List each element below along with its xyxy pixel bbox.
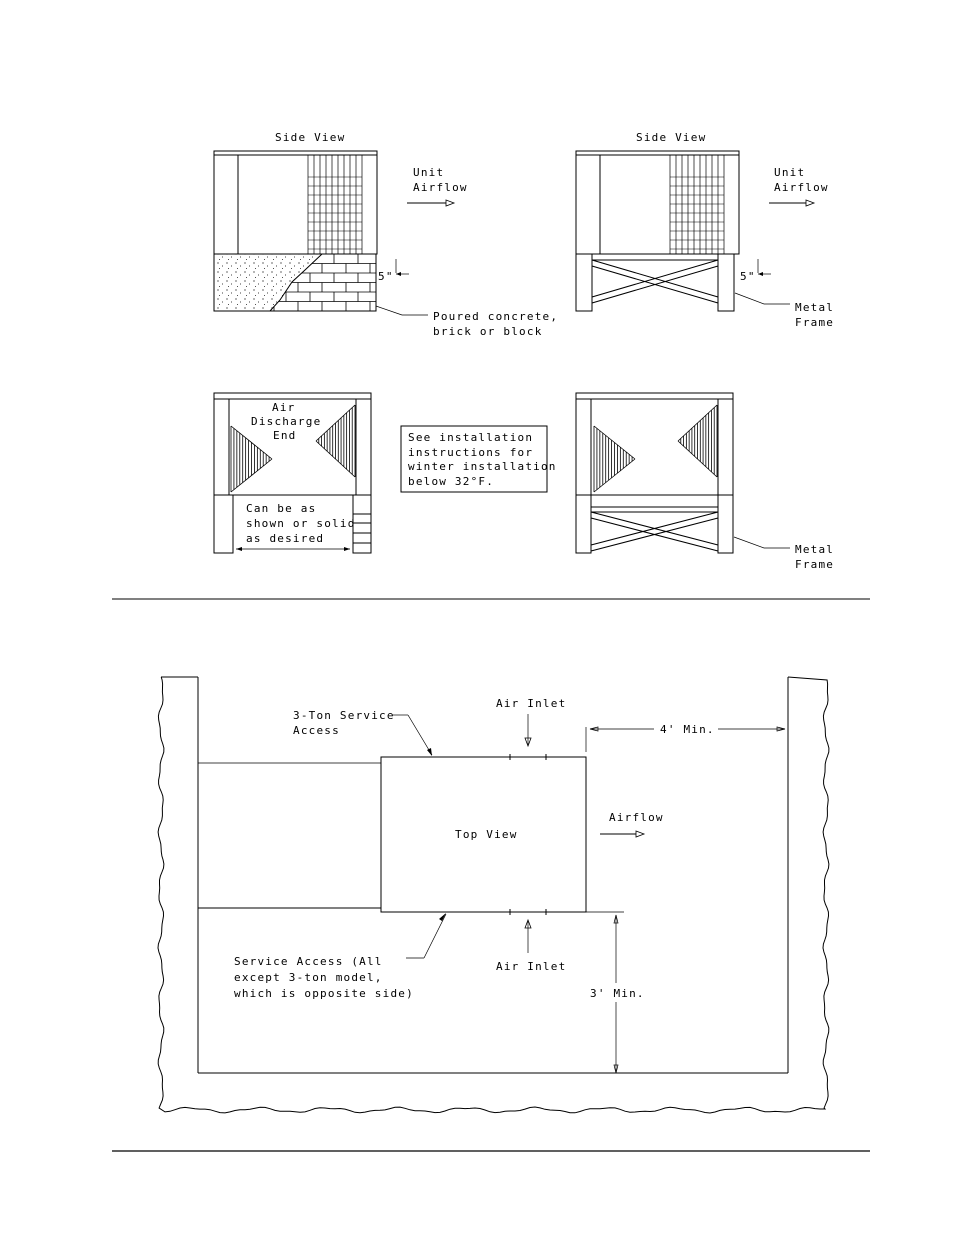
fan-grille-left (231, 426, 272, 492)
unit-body (576, 151, 739, 254)
svg-text:Airflow: Airflow (609, 811, 664, 824)
coil-grid (670, 155, 724, 254)
svg-text:Metal: Metal (795, 301, 835, 314)
winter-installation-note (401, 426, 557, 492)
svg-text:3-Ton Service: 3-Ton Service (293, 709, 395, 722)
top-view-title: Top View (455, 828, 518, 841)
svg-text:Can be as: Can be as (246, 502, 317, 515)
metal-frame (576, 495, 733, 553)
svg-text:winter installation: winter installation (408, 460, 557, 473)
front-clearance-dimension (586, 912, 645, 1073)
svg-text:Air: Air (272, 401, 296, 414)
svg-text:Discharge: Discharge (251, 415, 322, 428)
svg-text:3' Min.: 3' Min. (590, 987, 645, 1000)
svg-text:Frame: Frame (795, 316, 835, 329)
unit-body (214, 151, 377, 254)
svg-text:shown or solid: shown or solid (246, 517, 356, 530)
panel1-title: Side View (275, 131, 346, 144)
svg-text:brick or block: brick or block (433, 325, 543, 338)
svg-text:5": 5" (740, 270, 756, 283)
side-view-frame-panel (576, 131, 834, 329)
svg-text:Poured concrete,: Poured concrete, (433, 310, 559, 323)
svg-text:Metal: Metal (795, 543, 835, 556)
svg-text:See installation: See installation (408, 431, 534, 444)
frame-callout (735, 293, 834, 329)
height-dimension (740, 259, 771, 283)
fan-grille-left (594, 426, 635, 492)
svg-text:as desired: as desired (246, 532, 325, 545)
coil-grid (308, 155, 362, 254)
service-access-callout (234, 913, 446, 1000)
svg-text:5": 5" (378, 270, 394, 283)
svg-text:Unit: Unit (413, 166, 445, 179)
svg-text:except 3-ton model,: except 3-ton model, (234, 971, 383, 984)
svg-text:Airflow: Airflow (774, 181, 829, 194)
svg-text:instructions for: instructions for (408, 446, 534, 459)
svg-text:Service Access (All: Service Access (All (234, 955, 383, 968)
svg-text:Air Inlet: Air Inlet (496, 697, 567, 710)
frame-callout (734, 537, 834, 571)
air-inlet-top (496, 697, 566, 746)
top-view-panel (158, 677, 829, 1113)
wall-outline (158, 677, 829, 1113)
svg-text:Airflow: Airflow (413, 181, 468, 194)
panel2-title: Side View (636, 131, 707, 144)
svg-text:4' Min.: 4' Min. (660, 723, 715, 736)
svg-text:Frame: Frame (795, 558, 835, 571)
end-view-frame-panel (576, 393, 834, 571)
side-clearance-dimension (586, 723, 785, 752)
service-access-3ton-callout (293, 709, 432, 756)
fan-grille-right (316, 405, 355, 477)
height-dimension (378, 259, 409, 283)
svg-text:below 32°F.: below 32°F. (408, 475, 495, 488)
svg-text:Access: Access (293, 724, 340, 737)
base-callout (376, 306, 558, 338)
fan-grille-right (678, 405, 717, 477)
air-inlet-bottom (496, 920, 566, 973)
support-note (236, 502, 356, 551)
svg-text:which is opposite side): which is opposite side) (234, 987, 414, 1000)
svg-text:Unit: Unit (774, 166, 806, 179)
svg-text:Air Inlet: Air Inlet (496, 960, 567, 973)
end-view-block-panel (214, 393, 371, 553)
svg-text:End: End (273, 429, 297, 442)
metal-frame (576, 254, 734, 311)
unit-airflow-label (407, 166, 468, 206)
air-discharge-label (251, 401, 321, 442)
concrete-base (214, 254, 376, 311)
unit-airflow-label (769, 166, 829, 206)
airflow-label (600, 811, 664, 837)
side-view-concrete-panel (214, 131, 558, 338)
